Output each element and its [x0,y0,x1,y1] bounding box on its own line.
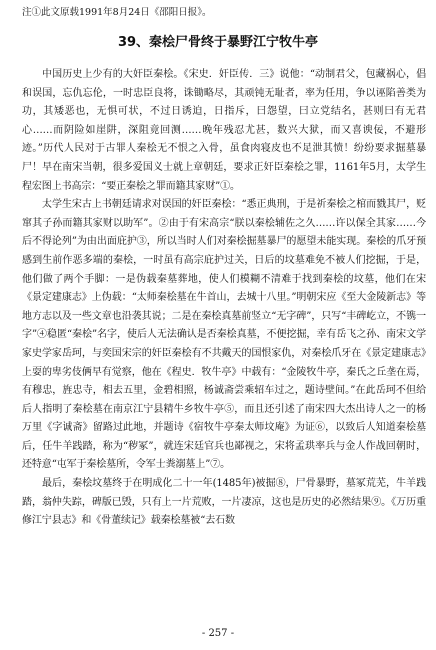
page-number: - 257 - [201,628,235,639]
section-title: 39、秦桧尸骨终于暴野江宁牧牛亭 [117,35,319,50]
body-text [22,66,426,531]
paragraph-2: 太学生宋古上书朝廷请求对误国的奸臣秦桧：“悉正典刑，于是祈秦桧之棺而戮其尸，贬窜其子孙而籍其家财以助军”。②由于有宋高宗“朕以秦桧辅佐之久……许以保全其家……今后不得论列”为由出面庇护③，所以当时人们对秦桧掘墓暴尸的愿望未能实现。秦桧的爪牙预感到生前作恶多端的秦桧，一时虽有高宗庇护过关，日后的坟墓难免不被人们挖掘，于是，他们做了两个手脚：一是伪载秦墓葬地，使人们模糊不清难于找到秦桧的坟墓，他们在宋《景定建康志》上伪载：“太师秦桧墓在牛首山，去城十八里。”明朝宋应《至大金陵新志》等地方志以及一些文章也沿袭其说；二是在秦桧真墓前竖立“无字碑”，只写“丰碑屹立，不镌一字”④稳匿“秦桧”名字，使后人无法确认是否秦桧真墓，不便挖掘，幸有岳飞之孙、南宋文学家史学家岳珂，与奕国宋宗的奸臣秦桧有不共戴天的国恨家仇，对秦桧爪牙在《景定建康志》上耍的卑劣伎俩早有觉察，他在《程史．牧牛亭》中载有：“金陵牧牛亭，秦氏之丘垄在焉，有穆忠，旌忠寺，相去五里，金碧相照，杨诚斋尝乘轺车过之，题诗壁间。”在此岳珂不但给后人指明了秦桧墓在南京江宁县精牛乡牧牛亭⑤，而且还引述了南宋四大杰出诗人之一的杨万里《字诚斋》留路过此地，并题诗《宿牧牛亭秦太师坟庵》为证⑥，以致后人知道秦桧墓后，任牛羊践踏，称为“秽冢”，就连宋廷官兵也鄙视之，宋将孟珙率兵与金人作战回朝时，还特意“屯军于秦桧墓所，令军士粪溺墓上”⑦。 [22,199,426,471]
top-footnote: 注①此文原载1991年8月24日《邵阳日报》。 [22,7,212,18]
paragraph-3: 最后，秦桧坟墓终于在明成化二十一年(1485年)被掘⑧，尸骨暴野，墓冢荒芜，牛羊践踏，翁仲失踪，碑版已毁，只有上一片荒败，一片凄凉，这也是历史的必然结果⑨。《万历重修江宁县志》和《骨董续记》载秦桧墓被“去石数 [22,478,426,527]
paragraph-1: 中国历史上少有的大奸臣秦桧。《宋史．奸臣传．三》说他：“动制君父，包藏祸心，倡和误国，忘仇忘伦，一时忠臣良将，诛锄略尽，其顽钝无耻者，率为任用，争以诬陷善类为功，其矮恶也，无惧可状，不过日诱迫，日指斥，曰怨望，曰立党结名，甚则曰有无君心……而阴险如崖阱，深阻竟回测……晚年残忍尤甚，数兴大狱，而又喜谀佞，不避形迹。”历代人民对于古罪人秦桧无不恨之入骨，虽食肉寝皮也不足泄其愤！纷纷要求掘墓暴尸！早在南宋当朝，很多爱国义士就上章朝廷，要求正奸臣秦桧之罪，1161年5月，太学生程宏图上书高宗：“要正秦桧之罪而籍其家财”①。 [22,69,426,192]
